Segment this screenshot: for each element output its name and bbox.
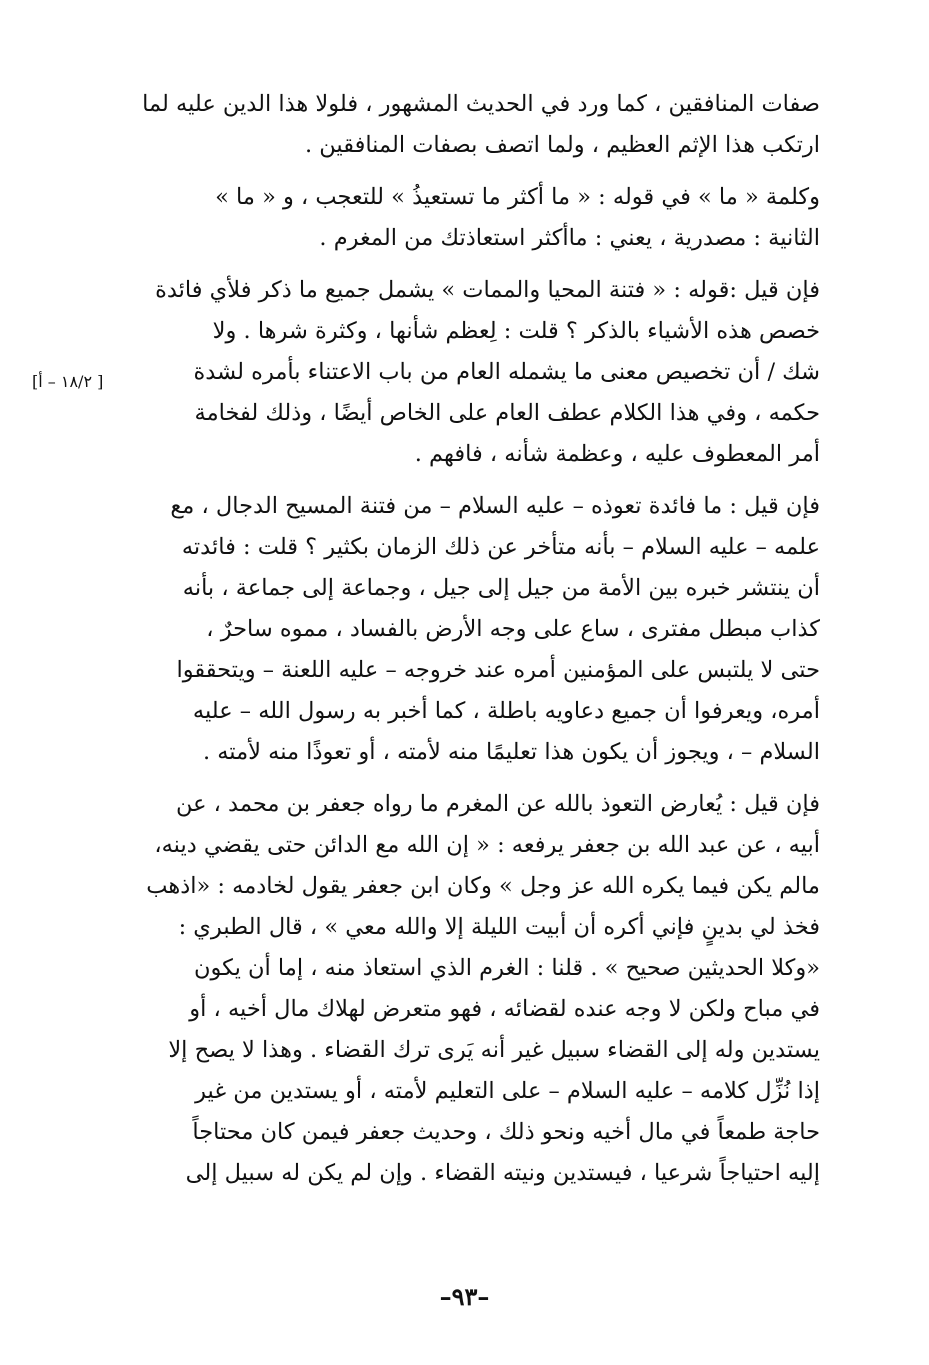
text-line: حكمه ، وفي هذا الكلام عطف العام على الخاص أيضًا ، وذلك لفخامة [194, 400, 820, 426]
text-line: أبيه ، عن عبد الله بن جعفر يرفعه : « إن الله مع الدائن حتى يقضي دينه، [154, 832, 820, 858]
text-line: شك / أن تخصيص معنى ما يشمله العام من باب الاعتناء بأمره لشدة [193, 359, 820, 385]
page-number: –٩٣– [439, 1282, 490, 1311]
main-text [130, 84, 820, 1205]
text-line: كذاب مبطل مفترى ، ساع على وجه الأرض بالفساد ، مموه ساحرٌ ، [206, 616, 820, 642]
text-line: الثانية : مصدرية ، يعني : ماأكثر استعاذتك من المغرم . [319, 225, 820, 251]
paragraph-3 [130, 270, 820, 475]
paragraph-5 [130, 784, 820, 1194]
text-line: خصص هذه الأشياء بالذكر ؟ قلت : لِعظم شأنها ، وكثرة شرها . ولا [212, 318, 820, 344]
paragraph-2 [130, 177, 820, 259]
text-line: يستدين وله إلى القضاء سبيل غير أنه يَرى ترك القضاء . وهذا لا يصح إلا [168, 1037, 820, 1063]
text-line: في مباح ولكن لا وجه عنده لقضائه ، فهو متعرض لهلاك مال أخيه ، أو [189, 996, 820, 1022]
paragraph-4 [130, 486, 820, 773]
manuscript-folio-note: [ ١٨/٢ – أ] [32, 372, 104, 391]
text-line: وكلمة « ما » في قوله : « ما أكثر ما تستعيذُ » للتعجب ، و « ما » [215, 184, 820, 210]
text-line: أن ينتشر خبره بين الأمة من جيل إلى جيل ، وجماعة إلى جماعة ، بأنه [182, 575, 820, 601]
text-line: حتى لا يلتبس على المؤمنين أمره عند خروجه – عليه اللعنة – ويتحققوا [176, 657, 820, 683]
text-line: مالم يكن فيما يكره الله عز وجل » وكان ابن جعفر يقول لخادمه : «اذهب [146, 873, 820, 899]
text-line: إذا نُزِّل كلامه – عليه السلام – على التعليم لأمته ، أو يستدين من غير [195, 1078, 820, 1104]
text-line: فإن قيل :قوله : « فتنة المحيا والممات » يشمل جميع ما ذكر فلأي فائدة [155, 277, 820, 303]
text-line: أمره، ويعرفوا أن جميع دعاويه باطلة ، كما أخبر به رسول الله – عليه [192, 698, 820, 724]
text-line: السلام – ، ويجوز أن يكون هذا تعليمًا منه لأمته ، أو تعوذًا منه لأمته . [202, 739, 820, 765]
text-line: علمه – عليه السلام – بأنه متأخر عن ذلك الزمان بكثير ؟ قلت : فائدته [181, 534, 820, 560]
text-line: حاجة طمعاً في مال أخيه ونحو ذلك ، وحديث جعفر فيمن كان محتاجاً [192, 1119, 820, 1145]
text-line: ارتكب هذا الإثم العظيم ، ولما اتصف بصفات المنافقين . [304, 132, 820, 158]
text-line: أمر المعطوف عليه ، وعظمة شأنه ، فافهم . [414, 441, 820, 467]
paragraph-1 [130, 84, 820, 166]
text-line: «وكلا الحديثين صحيح » . قلنا : الغرم الذي استعاذ منه ، إما أن يكون [194, 955, 820, 981]
text-line: فإن قيل : يُعارض التعوذ بالله عن المغرم ما رواه جعفر بن محمد ، عن [175, 791, 820, 817]
text-line: فإن قيل : ما فائدة تعوذه – عليه السلام – من فتنة المسيح الدجال ، مع [170, 493, 820, 519]
text-line: إليه احتياجاً شرعيا ، فيستدين ونيته القضاء . وإن لم يكن له سبيل إلى [185, 1160, 820, 1186]
text-line: صفات المنافقين ، كما ورد في الحديث المشهور ، فلولا هذا الدين عليه لما [142, 91, 820, 117]
text-line: فخذ لي بدينٍ فإني أكره أن أبيت الليلة إلا والله معي » ، قال الطبري : [178, 914, 820, 940]
